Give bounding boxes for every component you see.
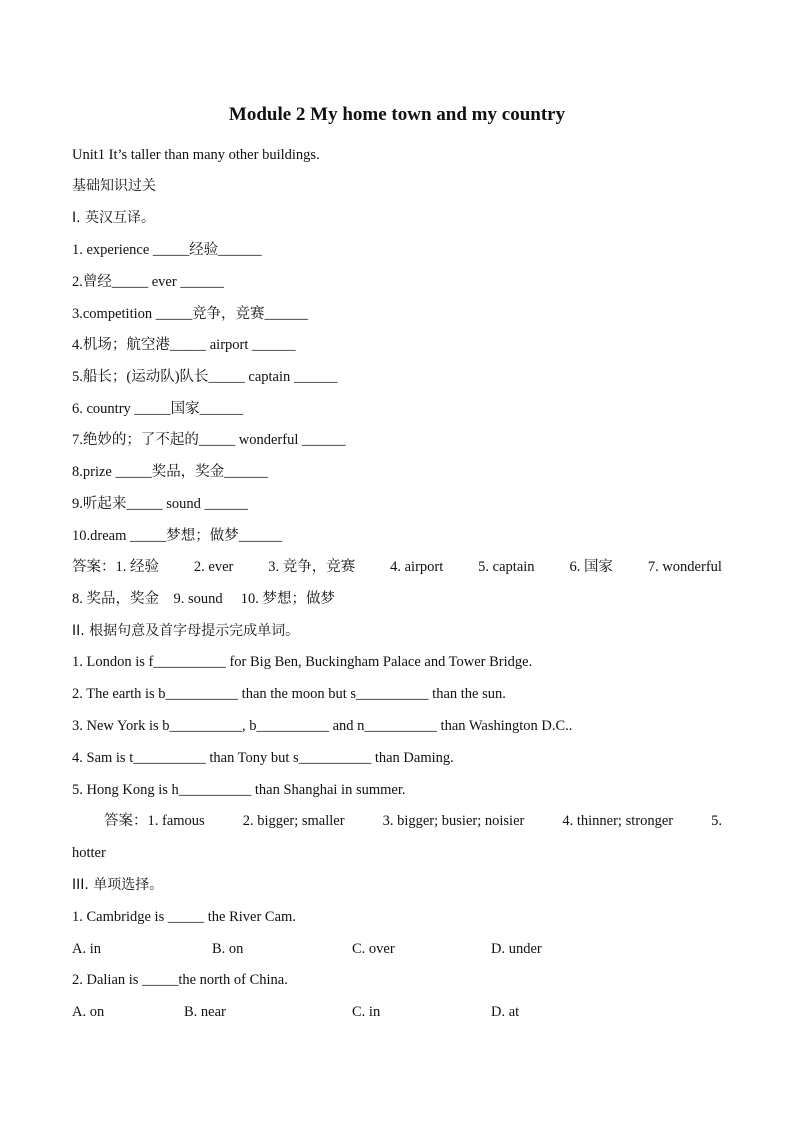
sentence-item: 1. London is f__________ for Big Ben, Buckingham Palace and Tower Bridge. [72,654,533,670]
option-c: C. in [352,1004,381,1020]
part3-heading: III. 单项选择。 [72,877,164,893]
answer-text: 4. airport [390,559,444,575]
answer-text: 答案：1. 经验 [72,559,159,575]
option-d: D. under [491,941,542,957]
unit-heading: Unit1 It’s taller than many other buildings. [72,147,320,163]
part1-answer-continued: 8. 奖品，奖金 9. sound 10. 梦想；做梦 [72,591,336,607]
section-heading: 基础知识过关 [72,178,156,194]
part2-answer-continued: hotter [72,845,106,861]
vocab-item: 8.prize _____奖品，奖金______ [72,464,268,480]
option-b: B. on [212,941,244,957]
part1-answer-row [72,557,722,577]
sentence-item: 5. Hong Kong is h__________ than Shanghai in summer. [72,782,406,798]
vocab-item: 7.绝妙的；了不起的_____ wonderful ______ [72,432,346,448]
part2-answer-row [104,811,722,831]
question-1: 1. Cambridge is _____ the River Cam. [72,909,296,925]
answer-text: 答案：1. famous [104,813,205,829]
answer-text: 2. ever [193,559,234,575]
vocab-item: 1. experience _____经验______ [72,242,262,258]
option-a: A. in [72,941,101,957]
option-a: A. on [72,1004,105,1020]
option-b: B. near [184,1004,226,1020]
answer-text: 5. [711,813,722,829]
answer-text: 3. 竞争，竞赛 [268,559,356,575]
sentence-item: 2. The earth is b__________ than the moon but s__________ than the sun. [72,686,506,702]
answer-text: 7. wonderful [647,559,722,575]
option-d: D. at [491,1004,520,1020]
answer-text: 5. captain [478,559,535,575]
vocab-item: 5.船长；(运动队)队长_____ captain ______ [72,369,338,385]
sentence-item: 3. New York is b__________, b__________ and n__________ than Washington D.C.. [72,718,573,734]
vocab-item: 3.competition _____竞争，竞赛______ [72,306,309,322]
answer-text: 4. thinner; stronger [562,813,674,829]
part1-heading: I. 英汉互译。 [72,210,156,226]
vocab-item: 10.dream _____梦想；做梦______ [72,528,283,544]
vocab-item: 4.机场；航空港_____ airport ______ [72,337,296,353]
sentence-item: 4. Sam is t__________ than Tony but s__________ than Daming. [72,750,454,766]
vocab-item: 6. country _____国家______ [72,401,244,417]
answer-text: 2. bigger; smaller [242,813,345,829]
answer-text: 3. bigger; busier; noisier [382,813,525,829]
vocab-item: 2.曾经_____ ever ______ [72,274,224,290]
part2-heading: II. 根据句意及首字母提示完成单词。 [72,623,300,639]
option-c: C. over [352,941,395,957]
question-2: 2. Dalian is _____the north of China. [72,972,288,988]
vocab-item: 9.听起来_____ sound ______ [72,496,249,512]
answer-text: 6. 国家 [569,559,613,575]
page-title: Module 2 My home town and my country [228,104,566,125]
